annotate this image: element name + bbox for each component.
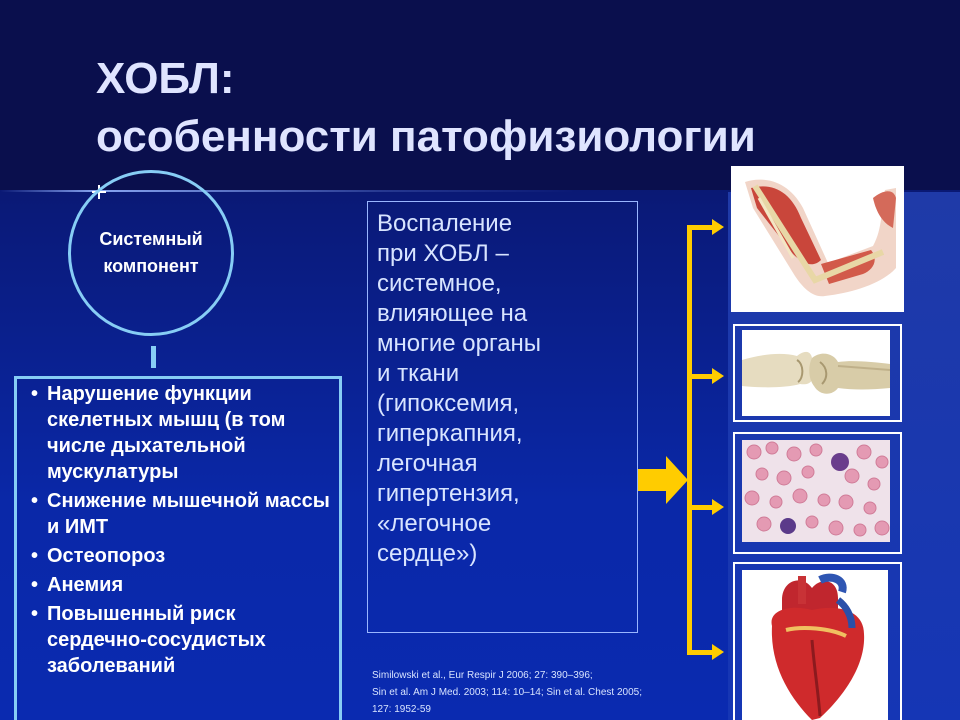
list-item: • Анемия [31, 572, 335, 598]
arrow-to-bone-icon [687, 368, 724, 384]
list-item: • Снижение мышечной массы и ИМТ [31, 488, 335, 540]
vertical-connector [687, 227, 692, 654]
inflammation-text: Воспаление при ХОБЛ – системное, влияющее на многие органы и ткани (гипоксемия, гиперкапния, легочная гипертензия, «легочное сердце») [377, 210, 542, 567]
big-arrow-icon [638, 456, 688, 504]
arrow-to-heart-icon [687, 644, 724, 660]
arm-image-frame [731, 166, 904, 312]
circle-label-line-1: Системный [99, 229, 203, 249]
bone-image-frame [733, 324, 902, 422]
list-item: • Нарушение функции скелетных мышц (в том числе дыхательной мускулатуры [31, 381, 335, 485]
circle-label-line-2: компонент [103, 256, 199, 276]
citation-text: Similowski et al., Eur Respir J 2006; 27: 390–396; Sin et al. Am J Med. 2003; 114: 10–14; Sin et al. Chest 2005; 127: 1952-59 [372, 670, 642, 715]
list-item: • Повышенный риск сердечно-сосудистых заболеваний [31, 601, 335, 679]
arrow-to-muscle-icon [687, 219, 724, 235]
list-item: • Остеопороз [31, 543, 335, 569]
blood-image-frame [733, 432, 902, 554]
title-line-1: ХОБЛ: [96, 54, 235, 103]
title-line-2: особенности патофизиологии [96, 112, 756, 161]
heart-image-frame [733, 562, 902, 720]
arrow-to-blood-icon [687, 499, 724, 515]
